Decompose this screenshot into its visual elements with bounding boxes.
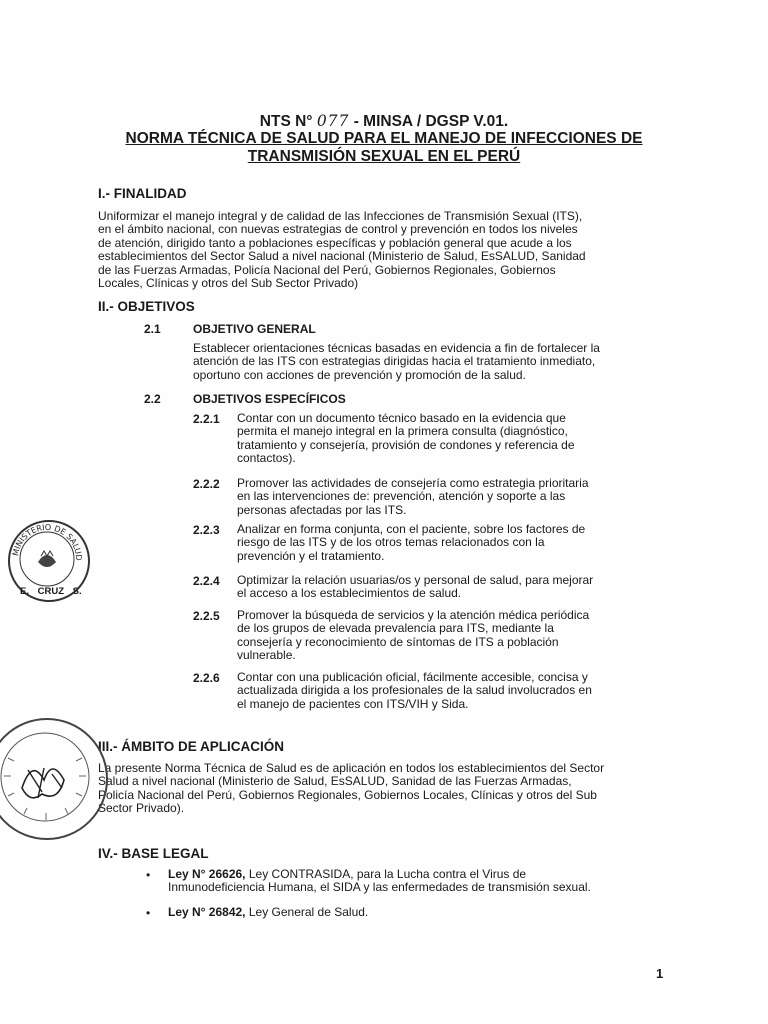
- specific-objective-text: [237, 609, 635, 663]
- objective-general-body: [193, 342, 635, 382]
- text-line: en las intervenciones de: prevención, atención y soporte a las: [237, 489, 566, 504]
- text-line: Uniformizar el manejo integral y de calidad de las Infecciones de Transmisión Sexual (ITS),: [98, 209, 583, 223]
- stamp-graphic: [0, 718, 104, 836]
- specific-objective-text: [237, 523, 635, 563]
- specific-objective-text: [237, 671, 635, 711]
- text-line: tratamiento y consejería, provisión de condones y referencia de: [237, 437, 575, 452]
- objective-general-title: OBJETIVO GENERAL: [193, 322, 316, 336]
- text-line: Inmunodeficiencia Humana, el SIDA y las enfermedades de transmisión sexual.: [168, 880, 591, 895]
- text-line: oportuno con acciones de prevención y promoción de la salud.: [193, 367, 526, 382]
- law-description: Ley General de Salud.: [245, 905, 369, 919]
- text-line: permita el manejo integral en la primera consulta (diagnóstico,: [237, 424, 568, 439]
- law-reference: Ley N° 26842,: [168, 905, 246, 919]
- objective-number: 2.2: [144, 392, 161, 406]
- specific-objective-text: [237, 477, 635, 517]
- code-number: 077: [316, 112, 350, 130]
- text-line: actualizada dirigida a los profesionales de la salud involucrados en: [237, 683, 592, 698]
- text-line: consejería y reconocimiento de síntomas de ITS a población: [237, 634, 559, 649]
- text-line: atención de las ITS con estrategias dirigidas hacia el tratamiento inmediato,: [193, 354, 596, 369]
- page-number: 1: [656, 966, 664, 981]
- text-line: Promover la búsqueda de servicios y la atención médica periódica: [237, 608, 590, 622]
- section-heading-objetivos: II.- OBJETIVOS: [98, 299, 195, 314]
- specific-objective-number: 2.2.6: [193, 671, 220, 685]
- text-line: riesgo de las ITS y de los otros temas relacionados con la: [237, 535, 545, 550]
- text-line: de los grupos de elevada prevalencia para ITS, mediante la: [237, 621, 554, 636]
- section-body-finalidad: [98, 210, 635, 290]
- text-line: Contar con una publicación oficial, fácilmente accesible, concisa y: [237, 670, 588, 684]
- signature-label: E. CRUZ S.: [20, 586, 82, 597]
- text-line: Analizar en forma conjunta, con el paciente, sobre los factores de: [237, 522, 586, 536]
- specific-objective-number: 2.2.4: [193, 574, 220, 588]
- text-line: Locales, Clínicas y otros del Sub Sector Privado): [98, 276, 359, 291]
- specific-objective-text: [237, 412, 635, 466]
- bullet-icon: •: [146, 868, 151, 882]
- legal-item: [168, 868, 626, 895]
- bullet-icon: •: [146, 906, 151, 920]
- text-line: Salud a nivel nacional (Ministerio de Salud, EsSALUD, Sanidad de las Fuerzas Armadas,: [98, 774, 572, 789]
- text-line: personas afectadas por las ITS.: [237, 502, 407, 517]
- document-title-line2: TRANSMISIÓN SEXUAL EN EL PERÚ: [247, 148, 521, 165]
- section-heading-finalidad: I.- FINALIDAD: [98, 186, 187, 201]
- text-line: de atención, dirigido tanto a poblaciones específicas y población general que acude a los: [98, 235, 572, 250]
- text-line: [168, 868, 626, 881]
- objective-specific-title: OBJETIVOS ESPECÍFICOS: [193, 392, 346, 406]
- section-heading-ambito: III.- ÁMBITO DE APLICACIÓN: [98, 739, 285, 754]
- text-line: Contar con un documento técnico basado en la evidencia que: [237, 411, 566, 425]
- code-suffix: - MINSA / DGSP V.01.: [353, 113, 509, 130]
- objective-number: 2.1: [144, 322, 161, 336]
- text-line: Promover las actividades de consejería como estrategia prioritaria: [237, 476, 589, 490]
- official-stamp: [0, 718, 108, 840]
- document-code: [0, 112, 768, 131]
- text-line: el manejo de pacientes con ITS/VIH y Sida.: [237, 696, 469, 711]
- seal-text: MINISTERIO DE SALUD: [11, 522, 84, 561]
- section-heading-base-legal: IV.- BASE LEGAL: [98, 846, 209, 861]
- legal-item: [168, 906, 626, 919]
- document-title-line1: NORMA TÉCNICA DE SALUD PARA EL MANEJO DE INFECCIONES DE: [125, 130, 643, 147]
- specific-objective-number: 2.2.2: [193, 477, 220, 491]
- text-line: vulnerable.: [237, 648, 296, 663]
- specific-objective-text: [237, 574, 635, 601]
- text-line: Sector Privado).: [98, 801, 185, 816]
- law-reference: Ley N° 26626,: [168, 867, 246, 881]
- text-line: Establecer orientaciones técnicas basadas en evidencia a fin de fortalecer la: [193, 341, 600, 355]
- specific-objective-number: 2.2.1: [193, 412, 220, 426]
- text-line: en el ámbito nacional, con nuevas estrategias de control y prevención en todos los niveles: [98, 222, 578, 237]
- text-line: Optimizar la relación usuarias/os y personal de salud, para mejorar: [237, 573, 594, 587]
- text-line: contactos).: [237, 451, 296, 466]
- text-line: [168, 906, 626, 919]
- text-line: prevención y el tratamiento.: [237, 548, 385, 563]
- text-line: establecimientos del Sector Salud a nivel nacional (Ministerio de Salud, EsSALUD, Sanidad: [98, 249, 586, 264]
- specific-objective-number: 2.2.5: [193, 609, 220, 623]
- text-line: el acceso a los establecimientos de salud.: [237, 586, 462, 601]
- section-body-ambito: [98, 762, 654, 816]
- text-line: Policía Nacional del Perú, Gobiernos Regionales, Gobiernos Locales, Clínicas y otros del Sub: [98, 787, 597, 802]
- specific-objective-number: 2.2.3: [193, 523, 220, 537]
- law-description: Ley CONTRASIDA, para la Lucha contra el Virus de: [245, 867, 527, 881]
- text-line: La presente Norma Técnica de Salud es de aplicación en todos los establecimientos del Sector: [98, 761, 605, 775]
- code-prefix: NTS N°: [259, 113, 313, 130]
- text-line: de las Fuerzas Armadas, Policía Nacional del Perú, Gobiernos Regionales, Gobiernos: [98, 262, 556, 277]
